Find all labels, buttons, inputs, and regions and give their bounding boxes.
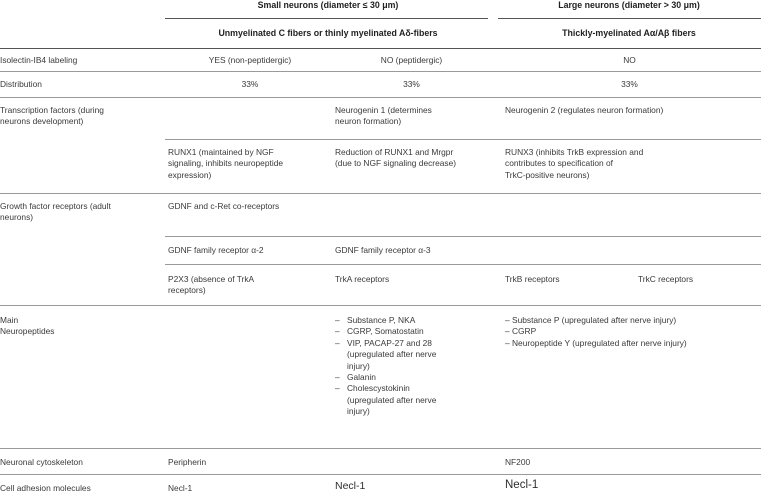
row-rule	[0, 448, 761, 449]
cell-runx1-reduction	[335, 147, 456, 170]
text-line: RUNX3 (inhibits TrkB expression and	[505, 147, 644, 157]
text-line: Reduction of RUNX1 and Mrgpr	[335, 147, 454, 157]
cell-isolectin-small-2: NO (peptidergic)	[380, 55, 443, 65]
cell-necl1-small-1: Necl-1	[168, 483, 193, 493]
label-line: Neuropeptides	[0, 326, 55, 337]
cell-gdnf-alpha2: GDNF family receptor α-2	[168, 245, 264, 255]
cell-distribution-small-2: 33%	[403, 79, 420, 89]
label-line: neurons)	[0, 212, 34, 223]
cell-neurogenin1	[335, 105, 432, 128]
list-item: – Substance P (upregulated after nerve injury)	[505, 315, 677, 325]
cell-neurogenin2: Neurogenin 2 (regulates neuron formation)	[505, 105, 664, 115]
list-item: – Substance P, NKA	[335, 315, 416, 325]
neuropeptide-list-small	[335, 315, 436, 418]
neuropeptide-list-large	[505, 315, 687, 349]
sub-row-rule	[165, 264, 761, 265]
list-item-continuation: injury)	[347, 360, 370, 371]
header-underline-small	[165, 18, 488, 19]
header-underline-large	[498, 18, 761, 19]
sub-row-rule	[165, 139, 761, 140]
row-label-neuropeptides	[0, 315, 54, 338]
cell-runx1	[168, 147, 283, 181]
row-rule	[0, 305, 761, 306]
cell-isolectin-large: NO	[623, 55, 636, 65]
text-line: (due to NGF signaling decrease)	[335, 158, 457, 169]
text-line: receptors)	[168, 285, 206, 296]
sub-row-rule	[165, 236, 761, 237]
label-line: neurons development)	[0, 116, 84, 127]
cell-gdnf-coreceptors: GDNF and c-Ret co-receptors	[168, 201, 280, 211]
cell-trka: TrkA receptors	[335, 274, 390, 284]
row-label-isolectin: Isolectin-IB4 labeling	[0, 55, 78, 65]
row-rule	[0, 71, 761, 72]
row-rule	[0, 193, 761, 194]
row-label-transcription	[0, 105, 104, 128]
label-line: Growth factor receptors (adult	[0, 201, 111, 211]
list-item: – CGRP, Somatostatin	[335, 326, 424, 337]
list-item-continuation: (upregulated after nerve	[347, 349, 437, 360]
cell-isolectin-small-1: YES (non-peptidergic)	[208, 55, 292, 65]
cell-peripherin: Peripherin	[168, 457, 207, 467]
list-item: – CGRP	[505, 326, 537, 337]
label-line: Transcription factors (during	[0, 105, 104, 115]
cell-necl1-small-2: Necl-1	[335, 480, 366, 492]
cell-p2x3	[168, 274, 254, 297]
label-line: Main	[0, 315, 19, 325]
row-label-distribution: Distribution	[0, 79, 42, 89]
cell-distribution-small-1: 33%	[241, 79, 259, 89]
list-item-continuation: (upregulated after nerve	[347, 394, 437, 405]
text-line: RUNX1 (maintained by NGF	[168, 147, 274, 157]
list-item: – VIP, PACAP-27 and 28	[335, 337, 432, 348]
list-item: – Galanin	[335, 372, 376, 383]
text-line: expression)	[168, 169, 212, 180]
text-line: signaling, inhibits neuropeptide	[168, 158, 284, 169]
subheader-small-fibers: Unmyelinated C fibers or thinly myelinated Aδ-fibers	[218, 28, 438, 38]
text-line: contributes to specification of	[505, 158, 614, 169]
cell-runx3	[505, 147, 643, 181]
text-line: Neurogenin 1 (determines	[335, 105, 432, 115]
list-item: – Neuropeptide Y (upregulated after nerve injury)	[505, 337, 687, 348]
header-bottom-rule	[0, 48, 761, 49]
list-item-continuation: injury)	[347, 406, 370, 417]
row-label-growth-factor	[0, 201, 111, 224]
list-item: – Cholescystokinin	[335, 383, 410, 394]
header-large-neurons: Large neurons (diameter > 30 μm)	[558, 0, 700, 10]
row-label-adhesion: Cell adhesion molecules	[0, 483, 91, 493]
cell-distribution-large: 33%	[621, 79, 638, 89]
text-line: TrkC-positive neurons)	[505, 169, 590, 180]
cell-trkc: TrkC receptors	[638, 274, 694, 284]
row-label-cytoskeleton: Neuronal cytoskeleton	[0, 457, 83, 467]
text-line: P2X3 (absence of TrkA	[168, 274, 255, 284]
cell-nf200: NF200	[505, 457, 531, 467]
cell-trkb: TrkB receptors	[505, 274, 560, 284]
text-line: neuron formation)	[335, 116, 402, 127]
cell-necl1-large: Necl-1	[505, 479, 539, 491]
row-rule	[0, 97, 761, 98]
cell-gdnf-alpha3: GDNF family receptor α-3	[335, 245, 431, 255]
subheader-large-fibers: Thickly-myelinated Aα/Aβ fibers	[562, 28, 696, 38]
header-small-neurons: Small neurons (diameter ≤ 30 μm)	[257, 0, 399, 10]
row-rule	[0, 474, 761, 475]
